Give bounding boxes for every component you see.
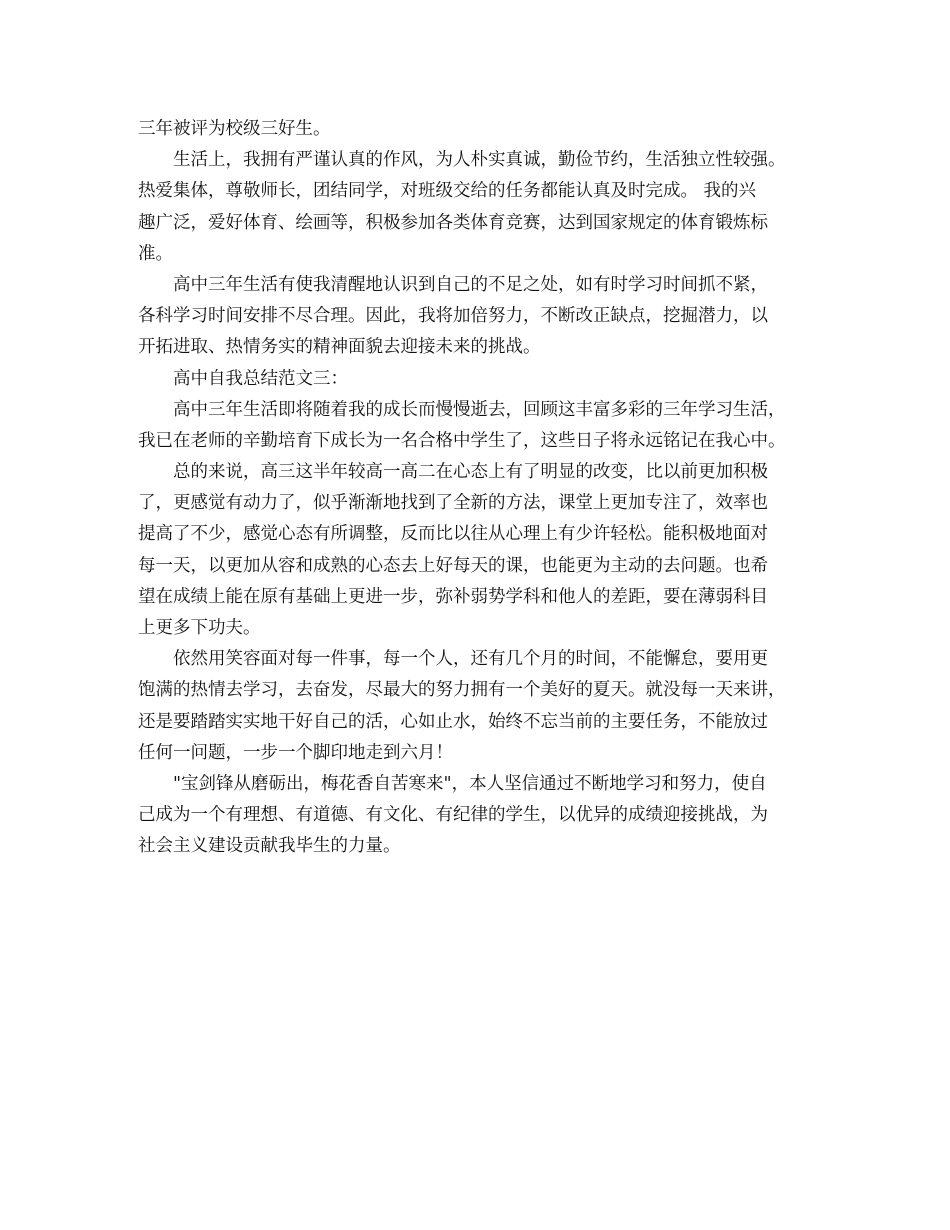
text-line: 准。	[138, 243, 173, 264]
text-line: 每一天，以更加从容和成熟的心态去上好每天的课，也能更为主动的去问题。也希	[138, 555, 768, 576]
text-line: 饱满的热情去学习，去奋发，尽最大的努力拥有一个美好的夏天。就没每一天来讲，	[138, 680, 786, 701]
document-body	[138, 114, 828, 863]
text-line: 社会主义建设贡献我毕生的力量。	[138, 836, 401, 857]
text-line: 任何一问题，一步一个脚印地走到六月！	[138, 742, 453, 763]
text-line: 生活上，我拥有严谨认真的作风，为人朴实真诚，勤俭节约，生活独立性较强。	[173, 150, 786, 171]
section-heading: 高中自我总结范文三：	[173, 368, 348, 389]
text-line: 提高了不少，感觉心态有所调整，反而比以往从心理上有少许轻松。能积极地面对	[138, 524, 768, 545]
text-line: 趣广泛，爱好体育、绘画等，积极参加各类体育竞赛，达到国家规定的体育锻炼标	[138, 212, 768, 233]
text-line: 热爱集体，尊敬师长，团结同学，对班级交给的任务都能认真及时完成。 我的兴	[138, 181, 757, 202]
text-line: 了，更感觉有动力了，似乎渐渐地找到了全新的方法，课堂上更加专注了，效率也	[138, 493, 768, 514]
text-line: 己成为一个有理想、有道德、有文化、有纪律的学生，以优异的成绩迎接挑战，为	[138, 805, 768, 826]
text-line: 还是要踏踏实实地干好自己的活，心如止水，始终不忘当前的主要任务，不能放过	[138, 711, 768, 732]
text-line: 上更多下功夫。	[138, 618, 261, 638]
text-line: 高中三年生活有使我清醒地认识到自己的不足之处，如有时学习时间抓不紧，	[173, 274, 768, 295]
text-line: "宝剑锋从磨砺出，梅花香自苦寒来"，本人坚信通过不断地学习和努力，使自	[173, 773, 767, 794]
text-line: 各科学习时间安排不尽合理。因此，我将加倍努力，不断改正缺点，挖掘潜力，以	[138, 306, 768, 327]
text-line: 三年被评为校级三好生。	[138, 119, 331, 139]
text-line: 望在成绩上能在原有基础上更进一步，弥补弱势学科和他人的差距，要在薄弱科目	[138, 586, 768, 607]
text-line: 高中三年生活即将随着我的成长而慢慢逝去，回顾这丰富多彩的三年学习生活，	[173, 399, 786, 420]
text-line: 我已在老师的辛勤培育下成长为一名合格中学生了，这些日子将永远铭记在我心中。	[138, 430, 786, 451]
text-line: 开拓进取、热情务实的精神面貌去迎接未来的挑战。	[138, 337, 541, 358]
text-line: 总的来说，高三这半年较高一高二在心态上有了明显的改变，比以前更加积极	[173, 462, 768, 483]
text-line: 依然用笑容面对每一件事，每一个人，还有几个月的时间，不能懈怠，要用更	[173, 649, 768, 670]
